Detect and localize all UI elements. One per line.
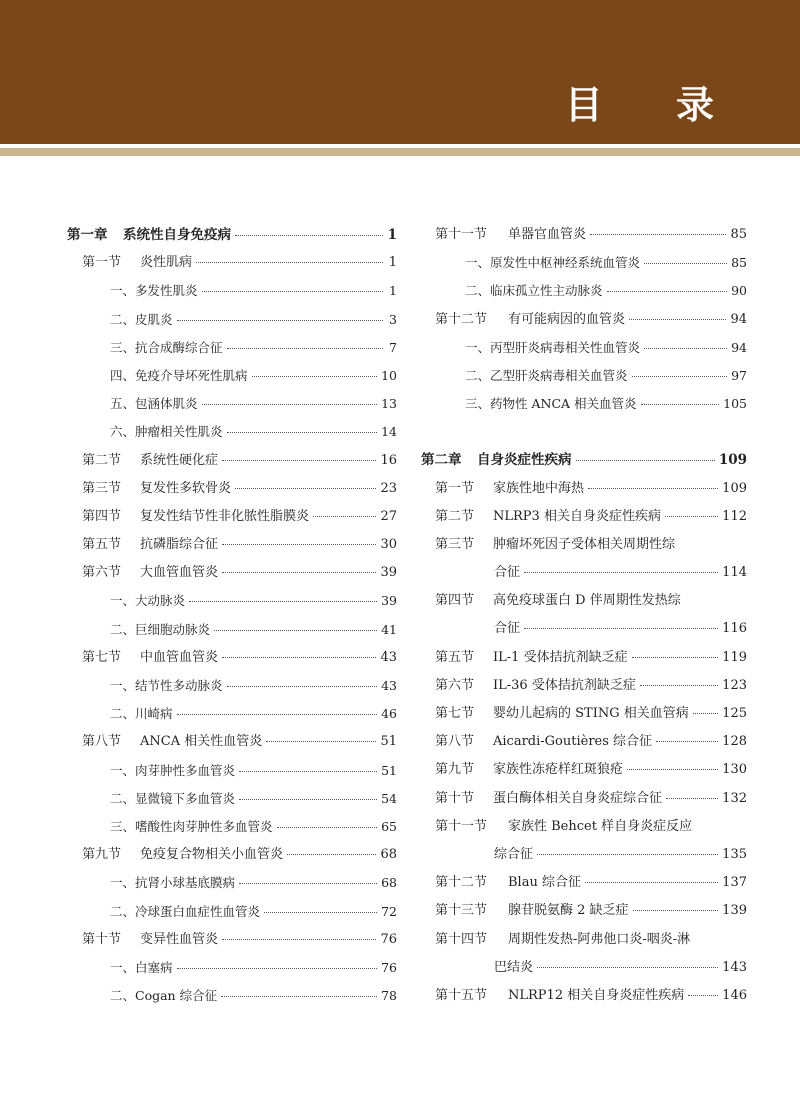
entry-title: 抗磷脂综合征 — [140, 537, 219, 553]
toc-cont-entry[interactable] — [421, 841, 747, 869]
page-number: 109 — [722, 480, 747, 496]
toc-item-entry[interactable] — [67, 277, 397, 305]
dot-leader — [666, 798, 718, 799]
entry-title: Aicardi-Goutières 综合征 — [493, 734, 653, 750]
toc-right-column — [421, 221, 747, 1010]
toc-section-entry[interactable] — [67, 644, 397, 672]
toc-section-entry[interactable] — [67, 475, 397, 503]
entry-title: 周期性发热-阿弗他口炎-咽炎-淋 — [508, 931, 691, 947]
entry-title: 一、原发性中枢神经系统血管炎 — [465, 255, 641, 271]
toc-section-entry[interactable] — [67, 559, 397, 587]
entry-title: 巴结炎 — [494, 959, 534, 975]
page-number: 14 — [381, 424, 397, 440]
toc-item-entry[interactable] — [67, 785, 397, 813]
entry-title: 肿瘤坏死因子受体相关周期性综 — [493, 536, 676, 552]
entry-title: 二、Cogan 综合征 — [110, 988, 218, 1004]
page-number: 13 — [381, 396, 397, 412]
toc-section-entry[interactable] — [421, 728, 747, 756]
entry-title: 复发性多软骨炎 — [140, 480, 232, 496]
entry-title: 一、丙型肝炎病毒相关性血管炎 — [465, 339, 641, 355]
toc-item-entry[interactable] — [421, 334, 747, 362]
dot-leader — [656, 741, 718, 742]
entry-title: IL-36 受体拮抗剂缺乏症 — [493, 677, 636, 693]
toc-item-entry[interactable] — [67, 672, 397, 700]
section-number: 第七节 — [435, 706, 475, 721]
toc-item-entry[interactable] — [67, 982, 397, 1010]
toc-section-entry[interactable] — [421, 869, 747, 897]
entry-title: 二、乙型肝炎病毒相关血管炎 — [465, 367, 628, 383]
page-number: 10 — [381, 367, 397, 383]
dot-leader — [665, 516, 718, 517]
entry-title: 二、川崎病 — [110, 706, 173, 722]
dot-leader — [227, 348, 383, 349]
dot-leader — [585, 882, 718, 883]
toc-cont-entry[interactable] — [421, 615, 747, 643]
section-number: 第十二节 — [435, 311, 488, 327]
toc-section-entry[interactable] — [67, 728, 397, 756]
entry-title: Blau 综合征 — [508, 875, 581, 891]
section-number: 第十节 — [435, 790, 475, 806]
page-number: 65 — [381, 818, 397, 834]
section-number: 第七节 — [82, 649, 122, 665]
toc-item-entry[interactable] — [421, 362, 747, 390]
toc-section-entry[interactable] — [421, 926, 747, 954]
page-number: 109 — [718, 452, 747, 469]
entry-title: 二、巨细胞动脉炎 — [110, 621, 211, 637]
dot-leader — [590, 234, 726, 235]
page-title: 目 录 — [564, 83, 744, 127]
dot-leader — [214, 630, 377, 631]
toc-section-entry[interactable] — [421, 587, 747, 615]
entry-title: 三、药物性 ANCA 相关血管炎 — [465, 396, 637, 412]
dot-leader — [313, 516, 376, 517]
toc-section-entry[interactable] — [421, 982, 747, 1010]
dot-leader — [629, 319, 726, 320]
page-number: 41 — [381, 621, 397, 637]
section-number: 第一节 — [435, 480, 475, 496]
section-number: 第三节 — [82, 480, 122, 496]
page-number: 125 — [722, 706, 747, 721]
page-number: 90 — [731, 283, 747, 299]
page-number: 94 — [731, 339, 747, 355]
toc-item-entry[interactable] — [421, 390, 747, 418]
toc-section-entry[interactable] — [421, 306, 747, 334]
page-number: 85 — [731, 255, 747, 271]
page-number: 68 — [380, 847, 397, 863]
toc-item-entry[interactable] — [67, 587, 397, 615]
dot-leader — [202, 291, 383, 292]
toc-section-entry[interactable] — [421, 475, 747, 503]
toc-chapter-entry[interactable] — [421, 446, 747, 474]
toc-section-entry[interactable] — [421, 785, 747, 813]
dot-leader — [222, 544, 376, 545]
toc-section-entry[interactable] — [421, 531, 747, 559]
chapter-number: 第一章 — [67, 227, 108, 243]
page-number: 39 — [381, 593, 397, 609]
entry-title: 大血管血管炎 — [140, 565, 219, 581]
toc-item-entry[interactable] — [67, 616, 397, 644]
section-number: 第十节 — [82, 931, 122, 947]
entry-title: 二、皮肌炎 — [110, 311, 173, 327]
section-number: 第九节 — [82, 847, 122, 863]
section-number: 第十一节 — [435, 818, 488, 834]
section-number: 第一节 — [82, 255, 122, 271]
entry-title: 家族性 Behcet 样自身炎症反应 — [508, 818, 693, 834]
entry-title: 综合征 — [494, 846, 534, 862]
dot-leader — [277, 827, 378, 828]
dot-leader — [221, 996, 377, 997]
page-number: 1 — [389, 283, 397, 299]
toc-section-entry[interactable] — [67, 926, 397, 954]
entry-title: 复发性结节性非化脓性脂膜炎 — [140, 508, 310, 524]
page-number: 23 — [380, 480, 397, 496]
toc-item-entry[interactable] — [67, 334, 397, 362]
page-number: 123 — [722, 677, 747, 693]
page-number: 16 — [380, 452, 397, 468]
section-number: 第二节 — [82, 452, 122, 468]
section-number: 第十二节 — [435, 875, 488, 891]
section-number: 第十一节 — [435, 227, 488, 242]
section-number: 第六节 — [435, 677, 475, 693]
dot-leader — [235, 488, 376, 489]
toc-item-entry[interactable] — [67, 757, 397, 785]
page-number: 112 — [722, 508, 747, 524]
dot-leader — [640, 685, 718, 686]
entry-title: 自身炎症性疾病 — [477, 452, 572, 469]
toc-item-entry[interactable] — [67, 954, 397, 982]
dot-leader — [644, 263, 727, 264]
section-number: 第九节 — [435, 762, 475, 778]
chapter-number: 第二章 — [421, 452, 462, 469]
toc-item-entry[interactable] — [421, 277, 747, 305]
dot-leader — [524, 628, 718, 629]
entry-title: 中血管血管炎 — [140, 649, 219, 665]
header-band — [0, 0, 800, 144]
page-number: 137 — [722, 875, 747, 891]
page-number: 30 — [380, 537, 397, 553]
page-number: 51 — [380, 734, 397, 750]
dot-leader — [227, 686, 378, 687]
entry-title: 变异性血管炎 — [140, 931, 219, 947]
entry-title: 家族性地中海热 — [493, 480, 585, 496]
page-number: 85 — [730, 227, 747, 242]
toc-section-entry[interactable] — [421, 503, 747, 531]
toc-section-entry[interactable] — [67, 841, 397, 869]
dot-leader — [252, 376, 378, 377]
page-number: 97 — [731, 367, 747, 383]
dot-leader — [644, 348, 727, 349]
entry-title: 二、冷球蛋白血症性血管炎 — [110, 903, 261, 919]
dot-leader — [633, 910, 719, 911]
entry-title: 一、结节性多动脉炎 — [110, 678, 223, 693]
section-number: 第四节 — [435, 593, 475, 609]
toc-chapter-entry[interactable] — [67, 221, 397, 249]
page-number: 27 — [380, 508, 397, 524]
page-number: 146 — [722, 987, 747, 1003]
toc-item-entry[interactable] — [421, 249, 747, 277]
page-number: 76 — [381, 959, 397, 975]
entry-title: 家族性冻疮样红斑狼疮 — [493, 762, 624, 778]
page-number: 130 — [722, 762, 747, 778]
entry-title: 免疫复合物相关小血管炎 — [140, 847, 284, 863]
page-number: 132 — [722, 790, 747, 806]
entry-title: 单器官血管炎 — [508, 227, 587, 242]
entry-title: 蛋白酶体相关自身炎症综合征 — [493, 790, 663, 806]
toc-section-entry[interactable] — [421, 644, 747, 672]
entry-title: 一、多发性肌炎 — [110, 283, 198, 299]
section-number: 第五节 — [82, 537, 122, 553]
dot-leader — [524, 572, 718, 573]
dot-leader — [266, 741, 376, 742]
page-number: 51 — [381, 762, 397, 778]
page-number: 135 — [722, 846, 747, 862]
section-number: 第六节 — [82, 565, 122, 581]
dot-leader — [196, 262, 383, 263]
dot-leader — [202, 404, 378, 405]
dot-leader — [189, 601, 377, 602]
entry-title: 一、大动脉炎 — [110, 593, 186, 609]
toc-item-entry[interactable] — [67, 813, 397, 841]
page-number: 68 — [381, 875, 397, 891]
header-stripe — [0, 148, 800, 156]
dot-leader — [264, 912, 377, 913]
dot-leader — [235, 235, 383, 236]
toc-left-column — [67, 221, 397, 1010]
page-number: 7 — [389, 339, 397, 355]
dot-leader — [177, 714, 378, 715]
entry-title: 有可能病因的血管炎 — [508, 311, 626, 327]
page-number: 139 — [722, 903, 747, 919]
page-number: 94 — [730, 311, 747, 327]
entry-title: 一、抗肾小球基底膜病 — [110, 875, 236, 891]
toc-item-entry[interactable] — [67, 306, 397, 334]
toc-section-entry[interactable] — [421, 221, 747, 249]
section-number: 第三节 — [435, 536, 475, 552]
dot-leader — [177, 968, 378, 969]
page-number: 46 — [381, 706, 397, 722]
entry-title: 炎性肌病 — [140, 255, 193, 271]
entry-title: ANCA 相关性血管炎 — [140, 734, 263, 750]
toc-section-entry[interactable] — [421, 672, 747, 700]
toc-item-entry[interactable] — [67, 418, 397, 446]
dot-leader — [239, 883, 377, 884]
page-number: 43 — [380, 649, 397, 665]
entry-title: IL-1 受体拮抗剂缺乏症 — [493, 649, 628, 665]
entry-title: 三、抗合成酶综合征 — [110, 339, 223, 355]
page-number: 3 — [389, 311, 397, 327]
entry-title: 合征 — [494, 621, 521, 637]
page-number: 114 — [722, 565, 747, 581]
dot-leader — [693, 713, 718, 714]
section-number: 第五节 — [435, 649, 475, 665]
entry-title: 婴幼儿起病的 STING 相关血管病 — [493, 706, 689, 721]
entry-title: NLRP3 相关自身炎症性疾病 — [493, 508, 661, 524]
dot-leader — [641, 404, 720, 405]
dot-leader — [177, 320, 383, 321]
section-number: 第二节 — [435, 508, 475, 524]
toc-item-entry[interactable] — [67, 700, 397, 728]
toc-section-entry[interactable] — [67, 447, 397, 475]
toc-item-entry[interactable] — [67, 390, 397, 418]
page-number: 105 — [723, 396, 747, 412]
page-number: 1 — [387, 227, 397, 243]
entry-title: 一、白塞病 — [110, 959, 173, 975]
entry-title: 腺苷脱氨酶 2 缺乏症 — [508, 903, 629, 919]
dot-leader — [222, 460, 376, 461]
toc-section-entry[interactable] — [67, 531, 397, 559]
toc-section-entry[interactable] — [421, 756, 747, 784]
page-number: 143 — [722, 959, 747, 975]
entry-title: 一、肉芽肿性多血管炎 — [110, 762, 236, 778]
page-number: 76 — [380, 931, 397, 947]
dot-leader — [222, 657, 376, 658]
dot-leader — [627, 769, 718, 770]
entry-title: NLRP12 相关自身炎症性疾病 — [508, 987, 685, 1003]
page-number: 116 — [722, 621, 747, 637]
entry-title: 五、包涵体肌炎 — [110, 396, 198, 412]
dot-leader — [537, 967, 718, 968]
dot-leader — [227, 432, 378, 433]
toc-item-entry[interactable] — [67, 898, 397, 926]
page-number: 78 — [381, 988, 397, 1004]
toc-spacer — [421, 418, 747, 446]
section-number: 第八节 — [435, 734, 475, 750]
dot-leader — [287, 854, 376, 855]
dot-leader — [632, 376, 728, 377]
page-number: 54 — [381, 790, 397, 806]
toc-item-entry[interactable] — [67, 869, 397, 897]
entry-title: 二、临床孤立性主动脉炎 — [465, 283, 603, 299]
section-number: 第八节 — [82, 734, 122, 750]
page-number: 1 — [388, 255, 397, 271]
dot-leader — [576, 460, 715, 461]
page-number: 43 — [381, 678, 397, 693]
toc-section-entry[interactable] — [421, 897, 747, 925]
page-number: 39 — [380, 565, 397, 581]
entry-title: 系统性自身免疫病 — [123, 227, 231, 243]
entry-title: 四、免疫介导坏死性肌病 — [110, 367, 248, 383]
dot-leader — [607, 291, 728, 292]
entry-title: 六、肿瘤相关性肌炎 — [110, 424, 223, 440]
page-number: 128 — [722, 734, 747, 750]
entry-title: 高免疫球蛋白 D 伴周期性发热综 — [493, 593, 681, 609]
dot-leader — [239, 771, 377, 772]
page-number: 119 — [722, 649, 747, 665]
page-number: 72 — [381, 903, 397, 919]
toc-section-entry[interactable] — [421, 813, 747, 841]
entry-title: 系统性硬化症 — [140, 452, 219, 468]
dot-leader — [537, 854, 718, 855]
dot-leader — [632, 657, 719, 658]
entry-title: 合征 — [494, 565, 521, 581]
toc-item-entry[interactable] — [67, 362, 397, 390]
dot-leader — [222, 572, 376, 573]
toc-section-entry[interactable] — [67, 249, 397, 277]
toc-section-entry[interactable] — [67, 503, 397, 531]
section-number: 第十三节 — [435, 903, 488, 919]
dot-leader — [688, 995, 718, 996]
dot-leader — [239, 799, 377, 800]
entry-title: 二、显微镜下多血管炎 — [110, 790, 236, 806]
toc-section-entry[interactable] — [421, 700, 747, 728]
section-number: 第十五节 — [435, 987, 488, 1003]
dot-leader — [222, 939, 376, 940]
entry-title: 三、嗜酸性肉芽肿性多血管炎 — [110, 818, 273, 834]
section-number: 第十四节 — [435, 931, 488, 947]
toc-cont-entry[interactable] — [421, 954, 747, 982]
toc-cont-entry[interactable] — [421, 559, 747, 587]
dot-leader — [588, 488, 718, 489]
section-number: 第四节 — [82, 508, 122, 524]
